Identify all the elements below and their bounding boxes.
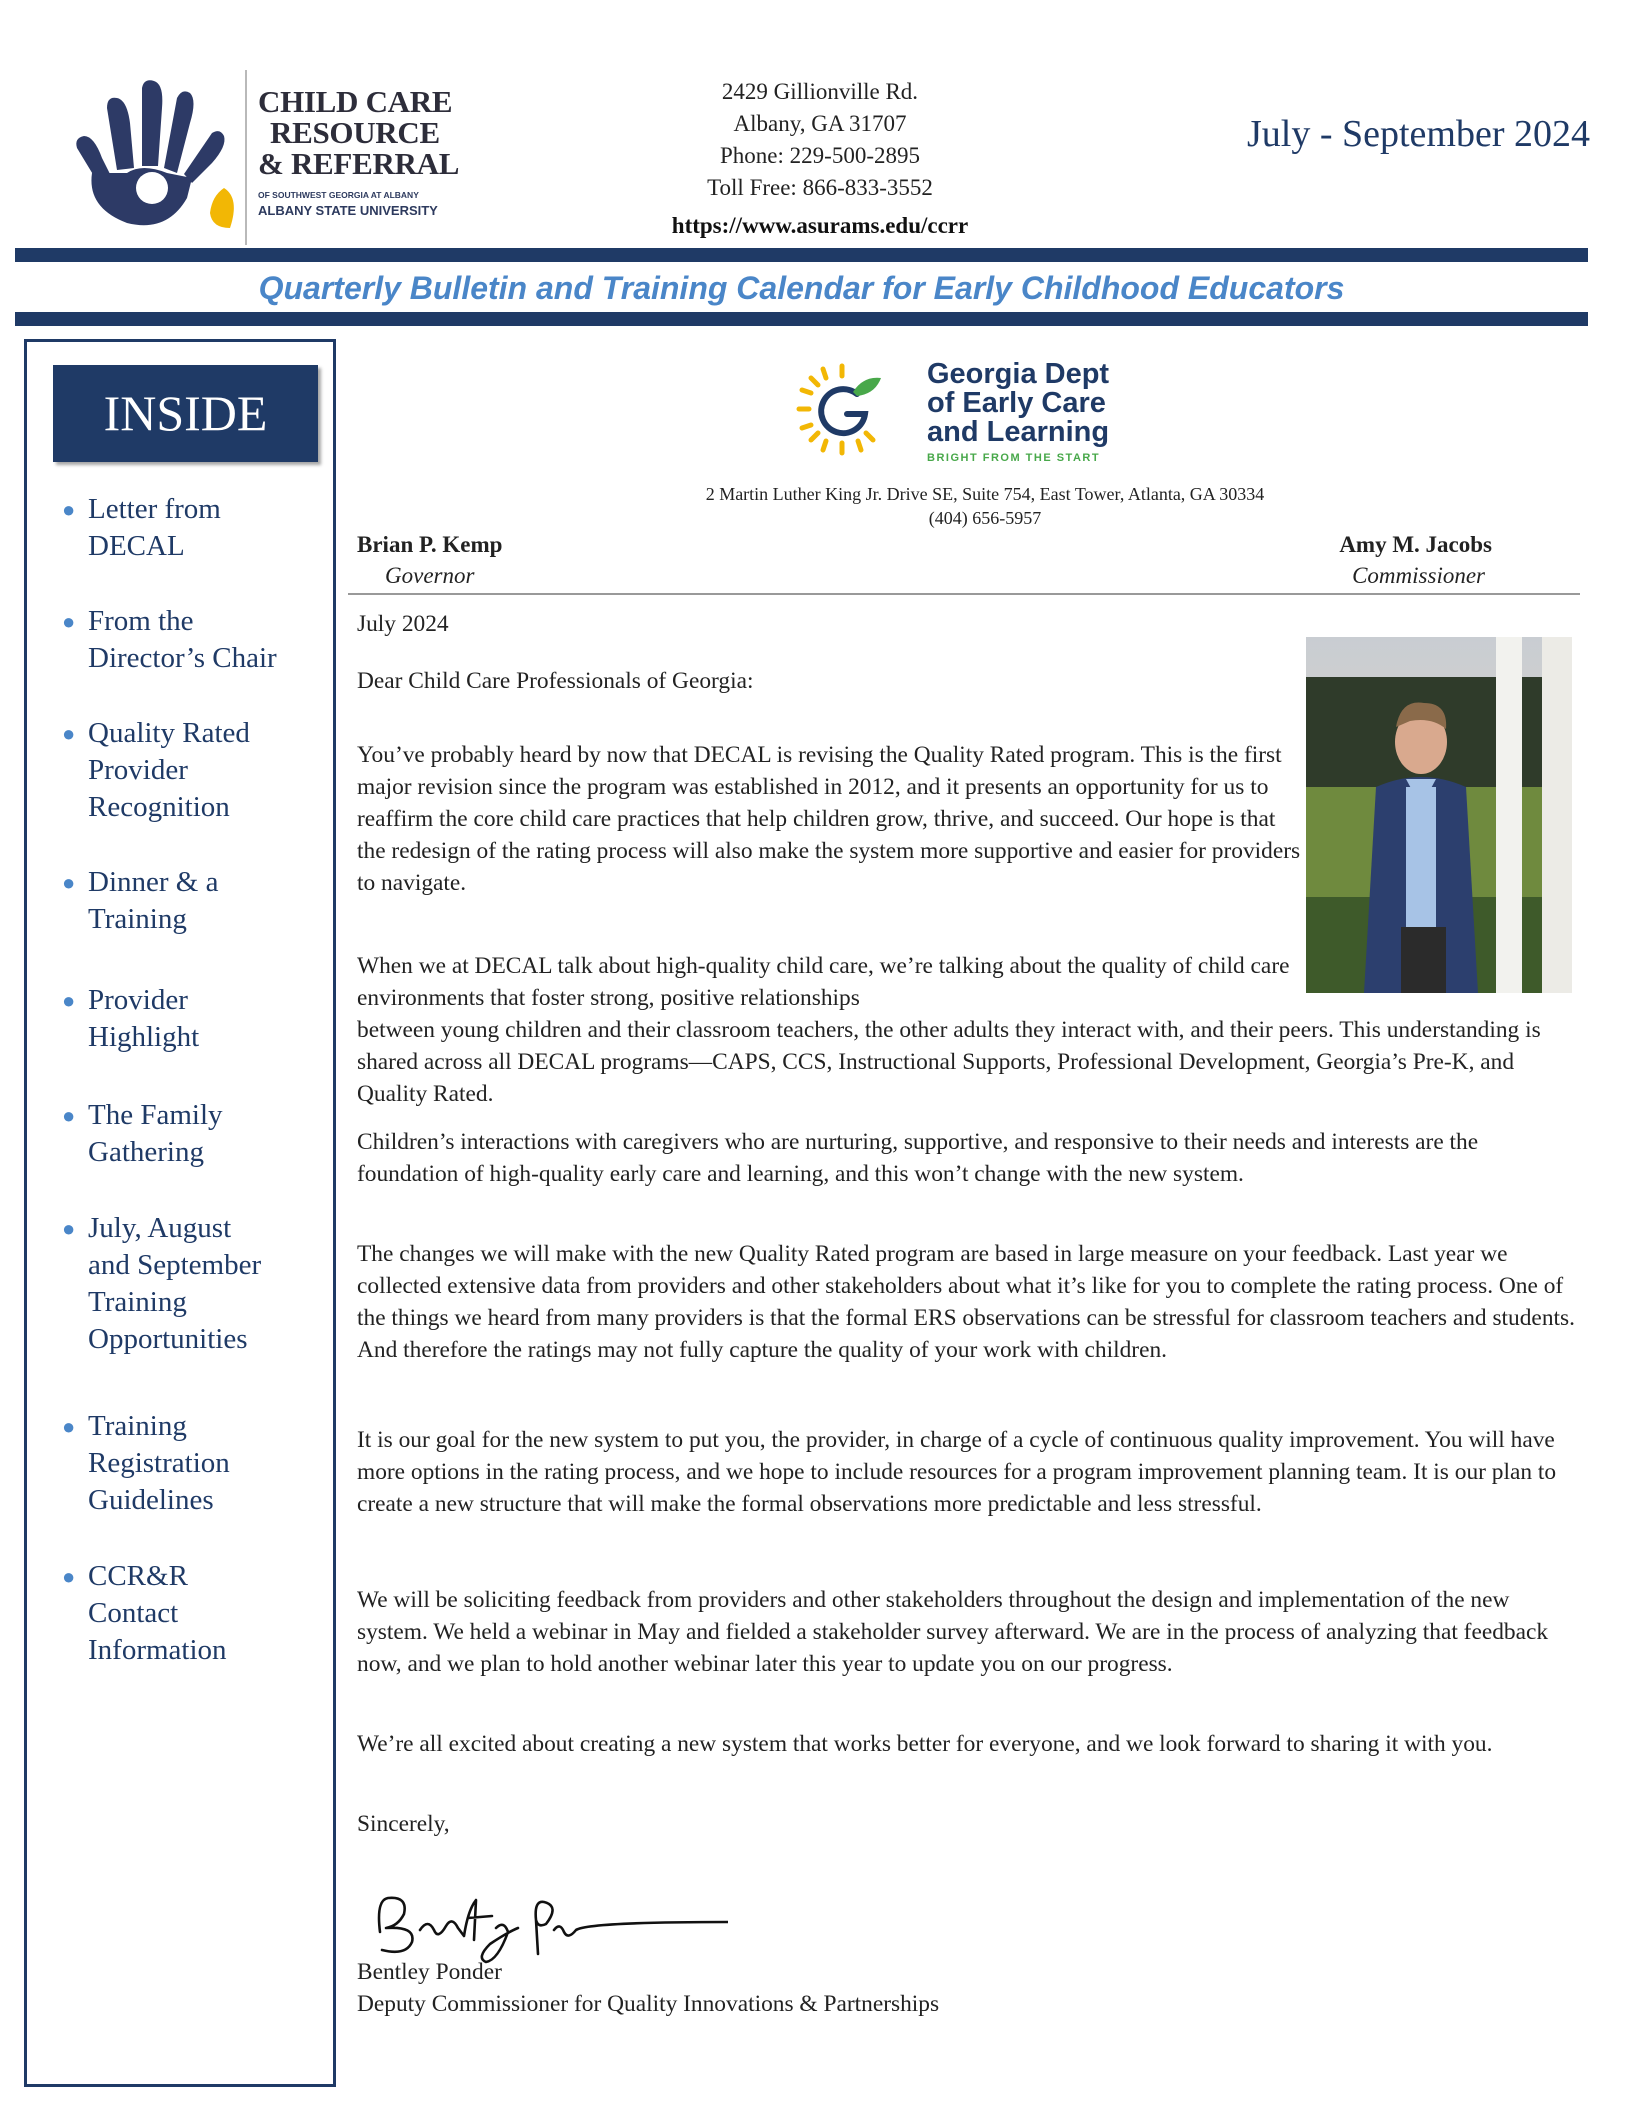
letter-paragraph-1: You’ve probably heard by now that DECAL is revising the Quality Rated program. This is the first major revision since the program was established in 2012, and it presents an opportunity for us to reaffirm the core child care practices that help children grow, thrive, and succeed. Our hope is that the redesign of the rating process will also make the system more supportive and easier for providers to navigate.: [357, 742, 1301, 896]
bullet-icon: ●: [62, 1216, 76, 1241]
logo-divider: [245, 70, 247, 245]
ccrr-org-subtitle: OF SOUTHWEST GEORGIA AT ALBANY: [258, 190, 419, 200]
decal-sun-logo-icon: [795, 362, 890, 457]
bullet-icon: ●: [62, 497, 76, 522]
bullet-icon: ●: [62, 870, 76, 895]
signer-name: Bentley Ponder: [357, 1959, 502, 1985]
ccrr-address: 2429 Gillionville Rd. Albany, GA 31707 Phone: 229-500-2895 Toll Free: 866-833-3552: [707, 79, 933, 200]
governor-title: Governor: [385, 563, 475, 588]
header-rule-top: [15, 248, 1588, 262]
letter-salutation: Dear Child Care Professionals of Georgia:: [357, 668, 754, 694]
ccrr-org-name: CHILD CARE RESOURCE & REFERRAL: [258, 84, 460, 181]
commissioner-title: Commissioner: [1352, 563, 1485, 588]
ccrr-logo-hand-icon: [72, 78, 242, 238]
letter-paragraph-2b: between young children and their classroom teachers, the other adults they interact with, and their peers. This understanding is shared across all DECAL programs—CAPS, CCS, Instructional Supports, Professional Development, Georgia’s Pre-K, and Quality Rated.: [357, 1017, 1541, 1107]
bullet-icon: ●: [62, 721, 76, 746]
letter-paragraph-4: The changes we will make with the new Quality Rated program are based in large measure on your feedback. Last year we collected extensive data from providers and other stakeholders about what it’s like for you to complete the rating process. One of the things we heard from many providers is that the formal ERS observations can be stressful for classroom teachers and students. And therefore the ratings may not fully capture the quality of your work with children.: [357, 1241, 1575, 1363]
ccrr-website-link[interactable]: https://www.asurams.edu/ccrr: [671, 213, 969, 238]
handwritten-signature: [368, 1870, 728, 1970]
bullet-icon: ●: [62, 609, 76, 634]
bullet-icon: ●: [62, 1414, 76, 1439]
letter-closing: Sincerely,: [357, 1811, 450, 1837]
signer-title: Deputy Commissioner for Quality Innovations & Partnerships: [357, 1991, 940, 2017]
bullet-icon: ●: [62, 1103, 76, 1128]
letter-paragraph-7: We’re all excited about creating a new system that works better for everyone, and we look forward to sharing it with you.: [357, 1731, 1493, 1757]
ccrr-org-university: ALBANY STATE UNIVERSITY: [258, 203, 438, 218]
bullet-icon: ●: [62, 988, 76, 1013]
decal-address: 2 Martin Luther King Jr. Drive SE, Suite 754, East Tower, Atlanta, GA 30334 (404) 656-5957: [705, 484, 1265, 528]
inside-heading: INSIDE: [53, 365, 318, 462]
governor-name: Brian P. Kemp: [357, 532, 503, 557]
commissioner-name: Amy M. Jacobs: [1339, 532, 1492, 557]
decal-name: Georgia Dept of Early Care and Learning: [927, 358, 1110, 448]
letter-paragraph-3: Children’s interactions with caregivers who are nurturing, supportive, and responsive to their needs and interests are the foundation of high-quality early care and learning, and this won’t change with the new system.: [357, 1129, 1479, 1187]
letter-paragraph-2a: When we at DECAL talk about high-quality child care, we’re talking about the quality of child care environments that foster strong, positive relationships: [357, 953, 1290, 1011]
letter-paragraph-5: It is our goal for the new system to put you, the provider, in charge of a cycle of continuous quality improvement. You will have more options in the rating process, and we hope to include resources for a program improvement planning team. It is our plan to create a new structure that will make the formal observations more predictable and less stressful.: [357, 1427, 1557, 1517]
portrait-photo: [1306, 637, 1572, 993]
letter-date: July 2024: [357, 611, 449, 637]
letter-paragraph-6: We will be soliciting feedback from providers and other stakeholders throughout the design and implementation of the new system. We held a webinar in May and fielded a stakeholder survey afterward. We are in the process of analyzing that feedback now, and we plan to hold another webinar later this year to update you on our progress.: [357, 1587, 1549, 1677]
header-rule-bottom: [15, 312, 1588, 326]
bulletin-title: Quarterly Bulletin and Training Calendar for Early Childhood Educators: [258, 270, 1345, 306]
decal-tagline: BRIGHT FROM THE START: [927, 452, 1101, 464]
decal-divider: [348, 593, 1580, 595]
bulletin-date-range: July - September 2024: [1246, 113, 1590, 155]
bullet-icon: ●: [62, 1564, 76, 1589]
